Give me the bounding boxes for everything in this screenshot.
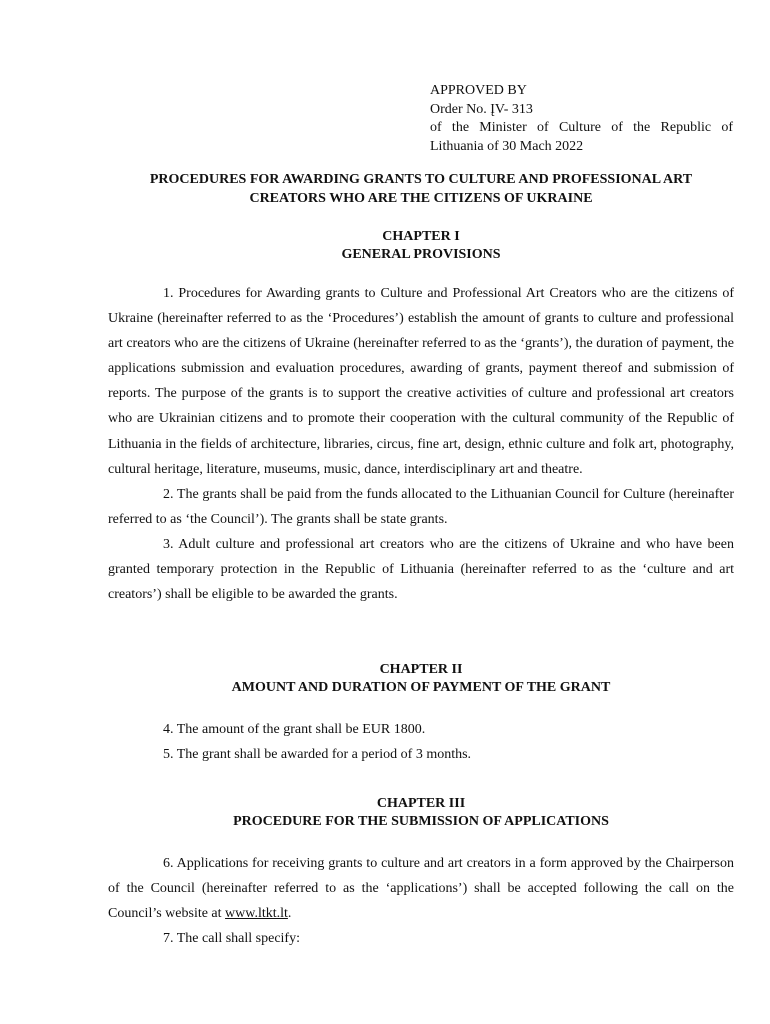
chapter-3-heading xyxy=(108,795,734,831)
approval-block xyxy=(430,82,733,156)
paragraph-1: 1. Procedures for Awarding grants to Culture and Professional Art Creators who are the citizens of Ukraine (hereinafter referred to as the ‘Procedures’) establish the amount of grants to culture and professional art creators who are the citizens of Ukraine (hereinafter referred to as the ‘grants’), the duration of payment, the applications submission and evaluation procedures, awarding of grants, payment thereof and submission of reports. The purpose of the grants is to support the creative activities of culture and professional art creators who are Ukrainian citizens and to promote their cooperation with the cultural community of the Republic of Lithuania in the fields of architecture, libraries, circus, fine art, design, ethnic culture and folk art, photography, cultural heritage, literature, museums, music, dance, interdisciplinary art and theatre. xyxy=(108,286,734,477)
chapter-2-number: CHAPTER II xyxy=(379,662,463,677)
paragraph-4: 4. The amount of the grant shall be EUR 1800. xyxy=(163,722,426,737)
paragraph-3: 3. Adult culture and professional art creators who are the citizens of Ukraine and who have been granted temporary protection in the Republic of Lithuania (hereinafter referred to as the ‘culture and art creators’) shall be eligible to be awarded the grants. xyxy=(108,536,734,603)
paragraph-6-text: 6. Applications for receiving grants to culture and art creators in a form approved by the Chairperson of the Council (hereinafter referred to as the ‘applications’) shall be accepted following the call on the Council’s website at xyxy=(108,856,734,922)
chapter-1-name: GENERAL PROVISIONS xyxy=(341,247,501,262)
chapter-1-number: CHAPTER I xyxy=(382,229,460,244)
approval-line-approved-by: APPROVED BY xyxy=(430,83,527,98)
document-title xyxy=(108,170,734,208)
document-title-line-1: PROCEDURES FOR AWARDING GRANTS TO CULTURE AND PROFESSIONAL ART xyxy=(149,172,693,187)
council-website-link[interactable]: www.ltkt.lt xyxy=(225,906,288,922)
approval-line-order-number: Order No. ĮV- 313 xyxy=(430,101,533,117)
chapter-3-body xyxy=(108,851,734,951)
chapter-1-heading xyxy=(108,228,734,264)
paragraph-5: 5. The grant shall be awarded for a period of 3 months. xyxy=(163,747,472,763)
paragraph-2: 2. The grants shall be paid from the funds allocated to the Lithuanian Council for Culture (hereinafter referred to as ‘the Council’). The grants shall be state grants. xyxy=(108,486,734,527)
chapter-2-heading xyxy=(108,661,734,697)
chapter-1-body xyxy=(108,281,734,607)
chapter-3-number: CHAPTER III xyxy=(376,796,466,811)
chapter-3-name: PROCEDURE FOR THE SUBMISSION OF APPLICATIONS xyxy=(233,814,609,829)
paragraph-7: 7. The call shall specify: xyxy=(163,931,300,947)
chapter-2-name: AMOUNT AND DURATION OF PAYMENT OF THE GRANT xyxy=(231,680,611,695)
approval-line-minister: of the Minister of Culture of the Republic of xyxy=(430,120,733,135)
document-title-line-2: CREATORS WHO ARE THE CITIZENS OF UKRAINE xyxy=(249,191,593,206)
paragraph-6 xyxy=(108,851,734,926)
chapter-2-body xyxy=(108,717,734,767)
approval-line-date: Lithuania of 30 Mach 2022 xyxy=(430,138,584,154)
paragraph-6-end: . xyxy=(287,906,292,922)
